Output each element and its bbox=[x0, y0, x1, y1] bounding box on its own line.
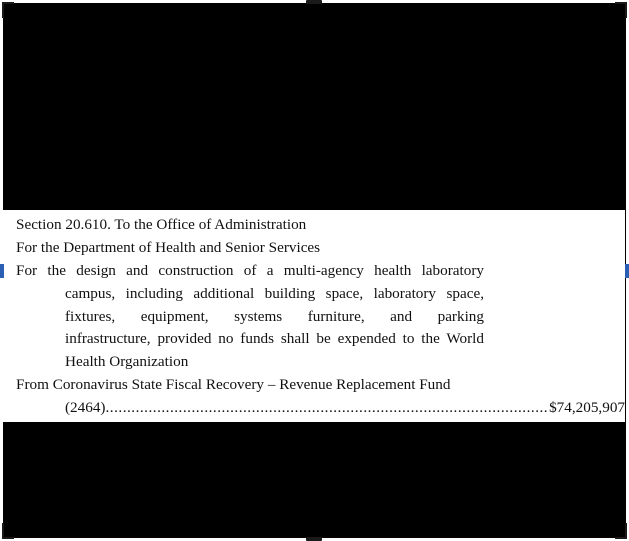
purpose-line-5: Health Organization bbox=[65, 353, 189, 370]
purpose-line-2: campus, including additional building space, laboratory space, bbox=[65, 285, 484, 302]
resize-handle-top[interactable] bbox=[306, 0, 322, 4]
purpose-line-4: infrastructure, provided no funds shall be expended to the World bbox=[65, 330, 484, 347]
dot-leader bbox=[106, 397, 550, 420]
fund-code: (2464) bbox=[65, 399, 106, 416]
purpose-line-1: For the design and construction of a multi-agency health laboratory bbox=[16, 262, 484, 279]
fund-line: From Coronavirus State Fiscal Recovery – Revenue Replacement Fund bbox=[16, 376, 451, 393]
resize-handle-right[interactable] bbox=[625, 264, 629, 278]
resize-handle-bottom-right[interactable] bbox=[615, 523, 627, 539]
section-heading: Section 20.610. To the Office of Administration bbox=[16, 216, 307, 233]
department-line: For the Department of Health and Senior Services bbox=[16, 239, 321, 256]
appropriation-amount: $74,205,907 bbox=[549, 399, 625, 416]
resize-handle-top-left[interactable] bbox=[2, 2, 14, 18]
resize-handle-top-right[interactable] bbox=[615, 2, 627, 18]
resize-handle-bottom-left[interactable] bbox=[2, 523, 14, 539]
purpose-line-3: fixtures, equipment, systems furniture, and parking bbox=[65, 308, 484, 325]
appropriation-row bbox=[65, 397, 625, 420]
resize-handle-left[interactable] bbox=[0, 264, 4, 278]
resize-handle-bottom[interactable] bbox=[306, 537, 322, 541]
document-excerpt bbox=[3, 210, 625, 422]
